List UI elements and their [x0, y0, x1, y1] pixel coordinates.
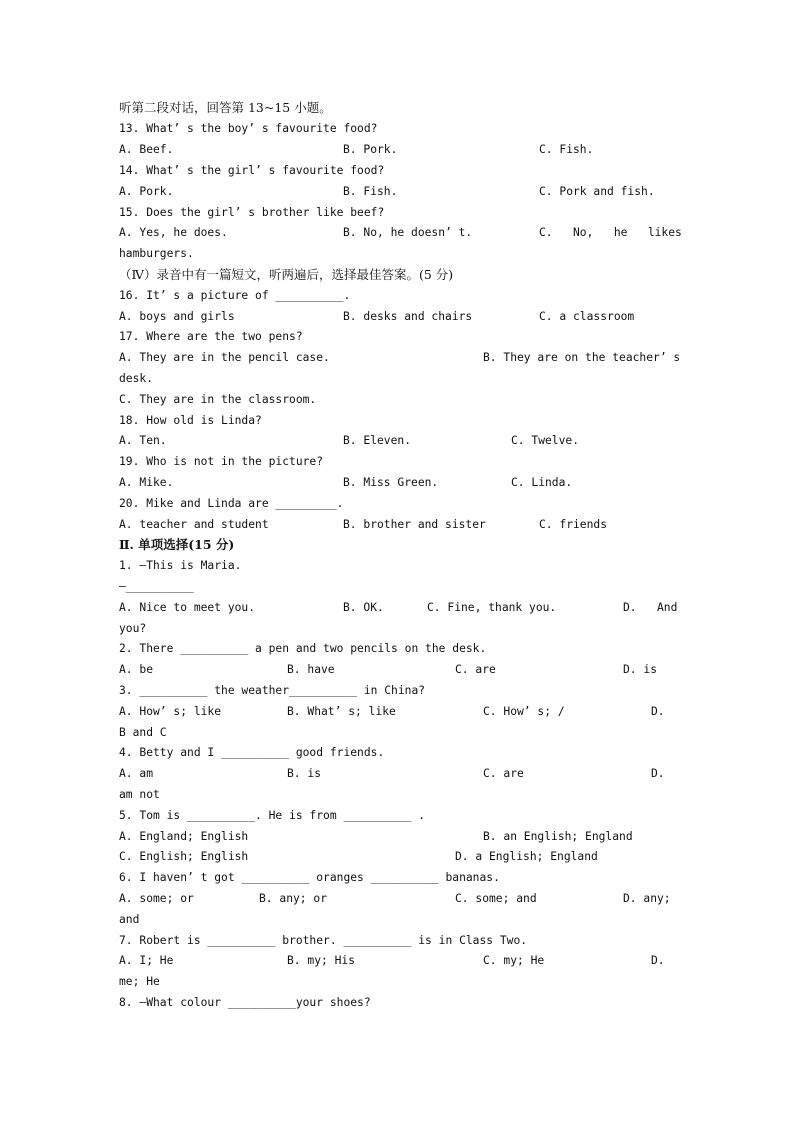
option-b-continued: desk. [119, 372, 154, 385]
item-2-options [119, 659, 675, 680]
option-c: C. How’ s; / [483, 705, 565, 718]
option-c: C. Twelve. [511, 434, 580, 447]
item-1-options [119, 597, 678, 618]
item-3-options [119, 701, 675, 722]
option-c: C. some; and [455, 892, 537, 905]
option-a: A. Beef. [119, 143, 174, 156]
option-b: B. Pork. [343, 143, 398, 156]
option-a: A. Ten. [119, 434, 167, 447]
question-16-stem: 16. It’ s a picture of __________. [119, 289, 351, 302]
option-a: A. I; He [119, 954, 174, 967]
option-d-continued: you? [119, 622, 147, 635]
option-c: C. Fine, thank you. [427, 601, 557, 614]
option-c: C. my; He [483, 954, 545, 967]
question-18-stem: 18. How old is Linda? [119, 414, 262, 427]
option-d-continued: B and C [119, 726, 167, 739]
option-b: B. my; His [287, 954, 356, 967]
question-16-options [119, 306, 675, 327]
option-c: C. a classroom [539, 310, 635, 323]
option-a: A. Mike. [119, 476, 174, 489]
item-6-options [119, 888, 675, 909]
option-a: A. be [119, 663, 154, 676]
item-4-stem: 4. Betty and I __________ good friends. [119, 746, 385, 759]
item-2-stem: 2. There __________ a pen and two pencils on the desk. [119, 642, 487, 655]
item-5-options-cd [119, 846, 675, 867]
option-b: B. Fish. [343, 185, 398, 198]
option-c: C. friends [539, 518, 608, 531]
option-d-continued: am not [119, 788, 160, 801]
item-4-options [119, 763, 675, 784]
option-c: C. Fish. [539, 143, 594, 156]
option-b: B. desks and chairs [343, 310, 473, 323]
option-b: B. any; or [259, 892, 328, 905]
option-a: A. some; or [119, 892, 194, 905]
option-d: D. any; [623, 892, 671, 905]
item-5-options-ab [119, 826, 675, 847]
part-2-title: Ⅱ. 单项选择(15 分) [119, 537, 235, 552]
question-14-options [119, 181, 675, 202]
option-a: A. am [119, 767, 154, 780]
item-5-stem: 5. Tom is __________. He is from __________ . [119, 809, 426, 822]
option-b: B. No, he doesn’ t. [343, 226, 473, 239]
question-15-stem: 15. Does the girl’ s brother like beef? [119, 206, 385, 219]
item-7-stem: 7. Robert is __________ brother. __________ is in Class Two. [119, 934, 528, 947]
question-18-options [119, 430, 675, 451]
item-1-reply: —__________ [119, 580, 194, 593]
option-b: B. They are on the teacher’ s [483, 351, 681, 364]
question-20-options [119, 514, 675, 535]
option-d: D. [651, 705, 665, 718]
question-19-stem: 19. Who is not in the picture? [119, 455, 324, 468]
item-7-options [119, 950, 675, 971]
question-17-stem: 17. Where are the two pens? [119, 330, 303, 343]
option-a: A. England; English [119, 830, 249, 843]
item-6-stem: 6. I haven’ t got __________ oranges __________ bananas. [119, 871, 500, 884]
option-b: B. Eleven. [343, 434, 412, 447]
option-b: B. brother and sister [343, 518, 486, 531]
option-a: A. teacher and student [119, 518, 269, 531]
option-b: B. What’ s; like [287, 705, 396, 718]
option-a: A. They are in the pencil case. [119, 351, 330, 364]
option-d: D. And [623, 601, 678, 614]
option-b: B. have [287, 663, 335, 676]
section-4-title: （Ⅳ）录音中有一篇短文，听两遍后，选择最佳答案。(5 分) [119, 267, 454, 282]
option-b: B. OK. [343, 601, 384, 614]
option-d-continued: me; He [119, 975, 160, 988]
option-b: B. an English; England [483, 830, 633, 843]
option-d: D. is [623, 663, 658, 676]
section-2-intro: 听第二段对话，回答第 13~15 小题。 [119, 100, 332, 115]
option-c: C. Pork and fish. [539, 185, 655, 198]
option-a: A. Nice to meet you. [119, 601, 256, 614]
option-c-continued: hamburgers. [119, 247, 194, 260]
option-d: D. a English; England [455, 850, 598, 863]
option-d: D. [651, 767, 665, 780]
option-a: A. Yes, he does. [119, 226, 228, 239]
option-d: D. [651, 954, 665, 967]
option-c: C. are [455, 663, 496, 676]
question-13-options [119, 139, 675, 160]
question-20-stem: 20. Mike and Linda are _________. [119, 497, 344, 510]
option-c: C. No, he likes [539, 226, 682, 239]
option-b: B. Miss Green. [343, 476, 439, 489]
question-17-options [119, 347, 681, 368]
option-b: B. is [287, 767, 322, 780]
question-19-options [119, 472, 675, 493]
option-a: A. boys and girls [119, 310, 235, 323]
option-c: C. are [483, 767, 524, 780]
option-c: C. Linda. [511, 476, 573, 489]
question-14-stem: 14. What’ s the girl’ s favourite food? [119, 164, 385, 177]
option-a: A. Pork. [119, 185, 174, 198]
option-c: C. They are in the classroom. [119, 393, 317, 406]
option-c: C. English; English [119, 850, 249, 863]
item-3-stem: 3. __________ the weather__________ in China? [119, 684, 426, 697]
question-13-stem: 13. What’ s the boy’ s favourite food? [119, 122, 378, 135]
option-a: A. How’ s; like [119, 705, 222, 718]
item-1-stem: 1. —This is Maria. [119, 559, 242, 572]
question-15-options [119, 222, 682, 243]
item-8-stem: 8. —What colour __________your shoes? [119, 996, 371, 1009]
option-d-continued: and [119, 913, 140, 926]
